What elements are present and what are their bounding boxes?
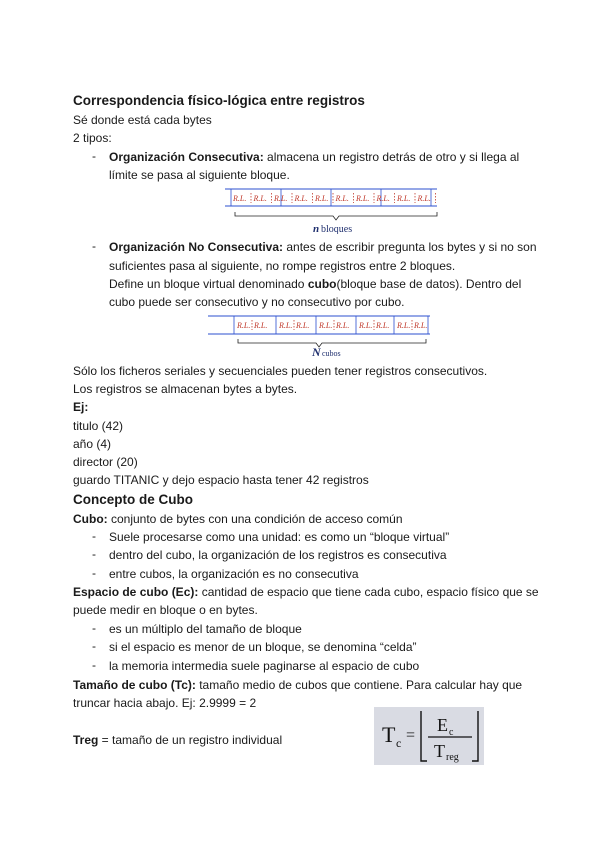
tc-definition-cont: truncar hacia abajo. Ej: 2.9999 = 2 [73, 696, 257, 710]
record-label: R.L. [237, 321, 251, 330]
cubo-bullet-1: Suele procesarse como una unidad: es como un “bloque virtual” [109, 530, 450, 544]
record-label: R.L. [356, 194, 370, 203]
formula-lhs: T [382, 722, 396, 747]
record-label: R.L. [397, 194, 411, 203]
record-label: R.L. [335, 194, 349, 203]
bullet-consecutiva: Organización Consecutiva: almacena un registro detrás de otro y si llega al [109, 150, 520, 164]
intro-line-1: Sé donde está cada bytes [73, 113, 212, 127]
brace-n-label: N [312, 345, 321, 359]
cubo-bullet-2: dentro del cubo, la organización de los registros es consecutiva [109, 548, 447, 562]
bullet-no-consecutiva-cont: suficientes pasa al siguiente, no rompe registros entre 2 bloques. [109, 259, 456, 273]
ej-line-1: titulo (42) [73, 419, 124, 433]
bullet-dash: - [92, 658, 96, 672]
record-label: R.L. [376, 194, 390, 203]
ec-definition-cont: puede medir en bloque o en bytes. [73, 603, 258, 617]
record-label: R.L. [336, 321, 350, 330]
tc-formula [374, 707, 484, 765]
bullet-no-consecutiva-cubo: Define un bloque virtual denominado cubo(bloque base de datos). Dentro del [109, 277, 522, 291]
bullet-dash: - [92, 566, 96, 580]
record-label: R.L. [376, 321, 390, 330]
record-label: R.L. [417, 194, 431, 203]
record-label: R.L. [359, 321, 373, 330]
ej-line-2: año (4) [73, 437, 112, 451]
section-title: Correspondencia físico-lógica entre registros [73, 93, 365, 108]
record-label: R.L. [319, 321, 333, 330]
bullet-dash: - [92, 149, 96, 163]
bullet-dash: - [92, 529, 96, 543]
ej-line-3: director (20) [73, 455, 138, 469]
section-title: Concepto de Cubo [73, 492, 193, 507]
record-label: R.L. [315, 194, 329, 203]
formula-den: T [434, 741, 445, 761]
ej-line-4: guardo TITANIC y dejo espacio hasta tener 42 registros [73, 473, 369, 487]
record-label: R.L. [296, 321, 310, 330]
record-label: R.L. [279, 321, 293, 330]
formula-equals: = [406, 727, 416, 744]
record-label: R.L. [233, 194, 247, 203]
diagram-consecutiva [225, 186, 445, 234]
ec-bullet-1: es un múltiplo del tamaño de bloque [109, 622, 302, 636]
ec-definition: Espacio de cubo (Ec): cantidad de espacio que tiene cada cubo, espacio físico que se [73, 585, 539, 599]
ej-label: Ej: [73, 400, 89, 414]
bullet-dash: - [92, 547, 96, 561]
record-label: R.L. [294, 194, 308, 203]
bullet-no-consecutiva: Organización No Consecutiva: antes de escribir pregunta los bytes y si no son [109, 240, 537, 254]
record-label: R.L. [274, 194, 288, 203]
ec-bullet-2: si el espacio es menor de un bloque, se denomina “celda” [109, 640, 417, 654]
bullet-consecutiva-cont: límite se pasa al siguiente bloque. [109, 168, 290, 182]
formula-den-sub: reg [446, 752, 459, 763]
record-label: R.L. [254, 321, 268, 330]
ec-bullet-3: la memoria intermedia suele paginarse al espacio de cubo [109, 659, 420, 673]
cubo-definition: Cubo: conjunto de bytes con una condición de acceso común [73, 512, 403, 526]
para-line-1: Sólo los ficheros seriales y secuenciales pueden tener registros consecutivos. [73, 364, 488, 378]
para-line-2: Los registros se almacenan bytes a bytes. [73, 382, 298, 396]
bullet-dash: - [92, 239, 96, 253]
formula-lhs-sub: c [396, 736, 402, 750]
formula-num-sub: c [449, 727, 454, 738]
bullet-dash: - [92, 639, 96, 653]
brace-bloques-label: bloques [321, 224, 353, 234]
bullet-dash: - [92, 621, 96, 635]
record-label: R.L. [414, 321, 428, 330]
record-label: R.L. [253, 194, 267, 203]
formula-num: E [437, 715, 448, 735]
bullet-no-consecutiva-end: cubo puede ser consecutivo y no consecutivo por cubo. [109, 295, 405, 309]
brace-cubos-label: cubos [322, 349, 341, 358]
tc-definition: Tamaño de cubo (Tc): tamaño medio de cubos que contiene. Para calcular hay que [73, 678, 523, 692]
diagram-no-consecutiva [208, 313, 433, 359]
intro-line-2: 2 tipos: [73, 131, 112, 145]
brace-n-label: n [313, 223, 320, 234]
treg-definition: Treg = tamaño de un registro individual [73, 733, 283, 747]
cubo-bullet-3: entre cubos, la organización es no consecutiva [109, 567, 359, 581]
record-label: R.L. [397, 321, 411, 330]
